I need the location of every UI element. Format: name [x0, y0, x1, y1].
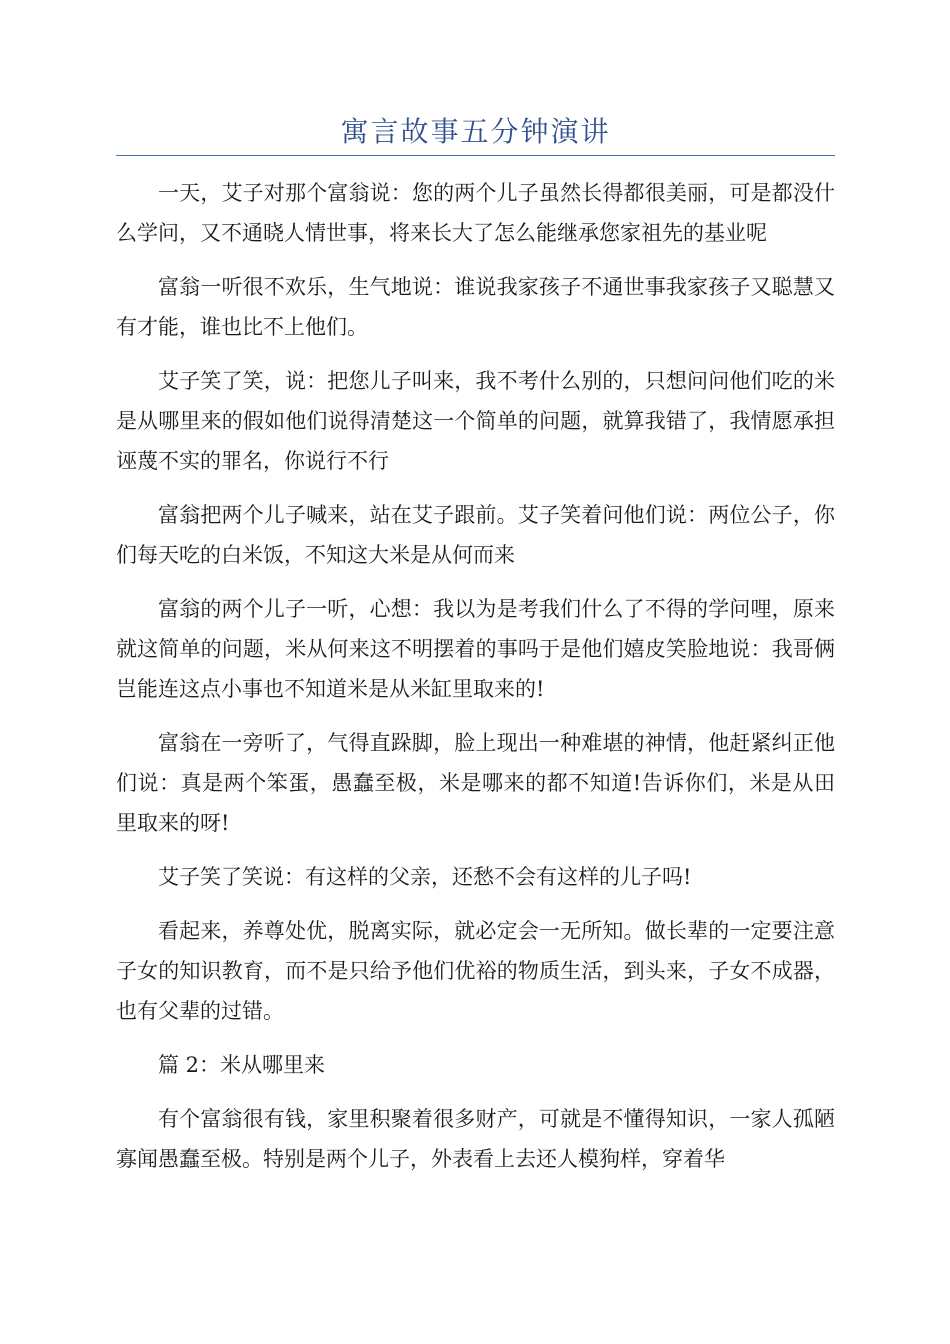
paragraph-7: 艾子笑了笑说：有这样的父亲，还愁不会有这样的儿子吗!: [158, 865, 692, 889]
document-title: 寓言故事五分钟演讲: [340, 115, 611, 148]
section-heading-2: 篇 2：米从哪里来: [158, 1053, 326, 1077]
paragraph-8: 看起来，养尊处优，脱离实际，就必定会一无所知。做长辈的一定要注意子女的知识教育，而不是只给予他们优裕的物质生活，到头来，子女不成器，也有父辈的过错。: [116, 919, 835, 1023]
paragraph-1: 一天，艾子对那个富翁说：您的两个儿子虽然长得都很美丽，可是都没什么学问，又不通晓人情世事，将来长大了怎么能继承您家祖先的基业呢: [116, 181, 835, 245]
paragraph-2: 富翁一听很不欢乐，生气地说：谁说我家孩子不通世事我家孩子又聪慧又有才能，谁也比不上他们。: [116, 275, 835, 339]
title-underline: [116, 155, 835, 156]
document-body: [116, 173, 835, 1193]
paragraph-9: 有个富翁很有钱，家里积聚着很多财产，可就是不懂得知识，一家人孤陋寡闻愚蠢至极。特别是两个儿子，外表看上去还人模狗样，穿着华: [116, 1107, 835, 1171]
paragraph-4: 富翁把两个儿子喊来，站在艾子跟前。艾子笑着问他们说：两位公子，你们每天吃的白米饭，不知这大米是从何而来: [116, 503, 835, 567]
paragraph-5: 富翁的两个儿子一听，心想：我以为是考我们什么了不得的学问哩，原来就这简单的问题，米从何来这不明摆着的事吗于是他们嬉皮笑脸地说：我哥俩岂能连这点小事也不知道米是从米缸里取来的!: [116, 597, 835, 701]
paragraph-6: 富翁在一旁听了，气得直跺脚，脸上现出一种难堪的神情，他赶紧纠正他们说：真是两个笨蛋，愚蠢至极，米是哪来的都不知道!告诉你们，米是从田里取来的呀!: [116, 731, 835, 835]
paragraph-3: 艾子笑了笑，说：把您儿子叫来，我不考什么别的，只想问问他们吃的米是从哪里来的假如他们说得清楚这一个简单的问题，就算我错了，我情愿承担诬蔑不实的罪名，你说行不行: [116, 369, 835, 473]
